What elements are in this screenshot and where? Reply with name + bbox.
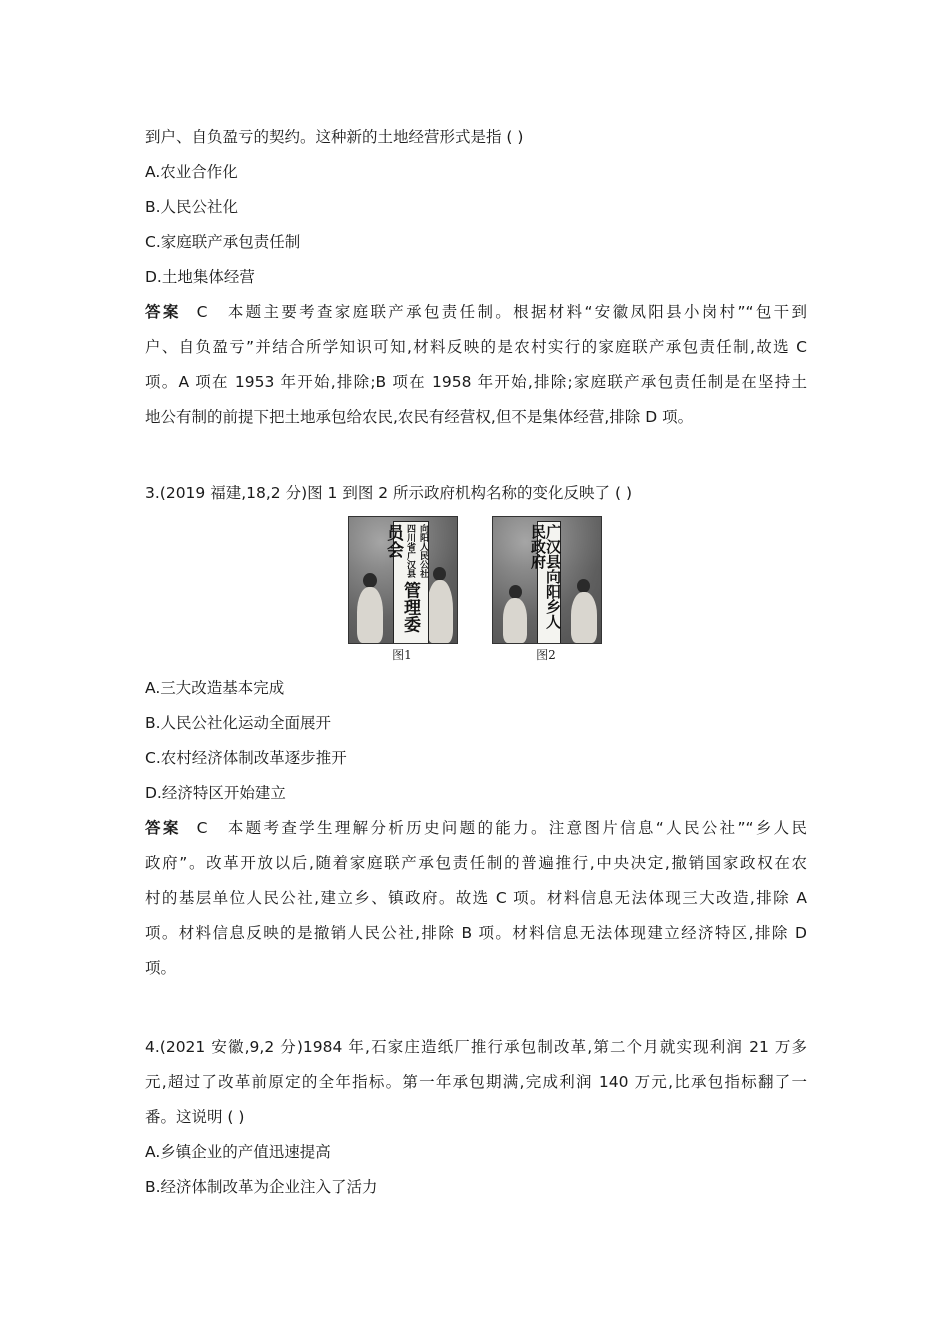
question-4-stem-line: 番。这说明 ( )	[145, 1108, 245, 1126]
explanation-line: 项。材料信息反映的是撤销人民公社,排除 B 项。材料信息无法体现建立经济特区,排除 D	[145, 924, 807, 942]
question-2-option-a: A.农业合作化	[145, 163, 238, 181]
figure-2-caption: 图2	[536, 648, 556, 662]
question-3	[145, 671, 807, 986]
answer-key: C	[196, 819, 208, 837]
question-2-option-d: D.土地集体经营	[145, 268, 255, 286]
figure-1-caption: 图1	[392, 648, 412, 662]
explanation-line: 户、自负盈亏”并结合所学知识可知,材料反映的是农村实行的家庭联产承包责任制,故选 C	[145, 338, 807, 356]
figure-1-photo	[348, 516, 458, 644]
explanation-line: 地公有制的前提下把土地承包给农民,农民有经营权,但不是集体经营,排除 D 项。	[145, 408, 694, 426]
figure-1-sign-line-2: 四川省广汉县	[405, 524, 415, 578]
answer-key: C	[196, 303, 208, 321]
figure-1-sign-line-1: 向阳人民公社	[418, 524, 428, 578]
question-4-option-a: A.乡镇企业的产值迅速提高	[145, 1143, 331, 1161]
question-4	[145, 1030, 807, 1205]
question-4-stem-line: 4.(2021 安徽,9,2 分)1984 年,石家庄造纸厂推行承包制改革,第二个月就实现利润 21 万多	[145, 1038, 807, 1056]
figure-1-sign	[383, 521, 429, 644]
question-3-answer	[145, 811, 807, 986]
answer-label: 答案	[145, 819, 181, 837]
question-2-option-c: C.家庭联产承包责任制	[145, 233, 301, 251]
question-3-stem: 3.(2019 福建,18,2 分)图 1 到图 2 所示政府机构名称的变化反映了 ( )	[145, 484, 633, 502]
question-4-stem-line: 元,超过了改革前原定的全年指标。第一年承包期满,完成利润 140 万元,比承包指标翻了一	[145, 1073, 807, 1091]
question-2-option-b: B.人民公社化	[145, 198, 239, 216]
explanation-line: 项。	[145, 959, 177, 977]
explanation-line: 政府”。改革开放以后,随着家庭联产承包责任制的普遍推行,中央决定,撤销国家政权在农	[145, 854, 807, 872]
question-4-stem	[145, 1030, 807, 1135]
answer-label: 答案	[145, 303, 181, 321]
question-3-figures	[348, 516, 603, 666]
question-3-option-c: C.农村经济体制改革逐步推开	[145, 749, 347, 767]
figure-2-photo	[492, 516, 602, 644]
explanation-line: 项。A 项在 1953 年开始,排除;B 项在 1958 年开始,排除;家庭联产承包责任制是在坚持土	[145, 373, 807, 391]
question-3-option-b: B.人民公社化运动全面展开	[145, 714, 332, 732]
explanation-line: 村的基层单位人民公社,建立乡、镇政府。故选 C 项。材料信息无法体现三大改造,排除 A	[145, 889, 807, 907]
question-2-answer	[145, 295, 807, 435]
question-2	[145, 120, 807, 435]
question-2-stem: 到户、自负盈亏的契约。这种新的土地经营形式是指 ( )	[145, 128, 524, 146]
question-3-stem-block	[145, 476, 807, 511]
explanation-line: 本题考查学生理解分析历史问题的能力。注意图片信息“人民公社”“乡人民	[225, 819, 807, 837]
figure-1-sign-main: 管理委员会	[383, 524, 420, 633]
explanation-line: 本题主要考查家庭联产承包责任制。根据材料“安徽凤阳县小岗村”“包干到	[225, 303, 807, 321]
question-3-option-a: A.三大改造基本完成	[145, 679, 285, 697]
question-3-option-d: D.经济特区开始建立	[145, 784, 286, 802]
figure-2-sign: 广汉县向阳乡人民政府	[537, 521, 561, 644]
question-4-option-b: B.经济体制改革为企业注入了活力	[145, 1178, 378, 1196]
